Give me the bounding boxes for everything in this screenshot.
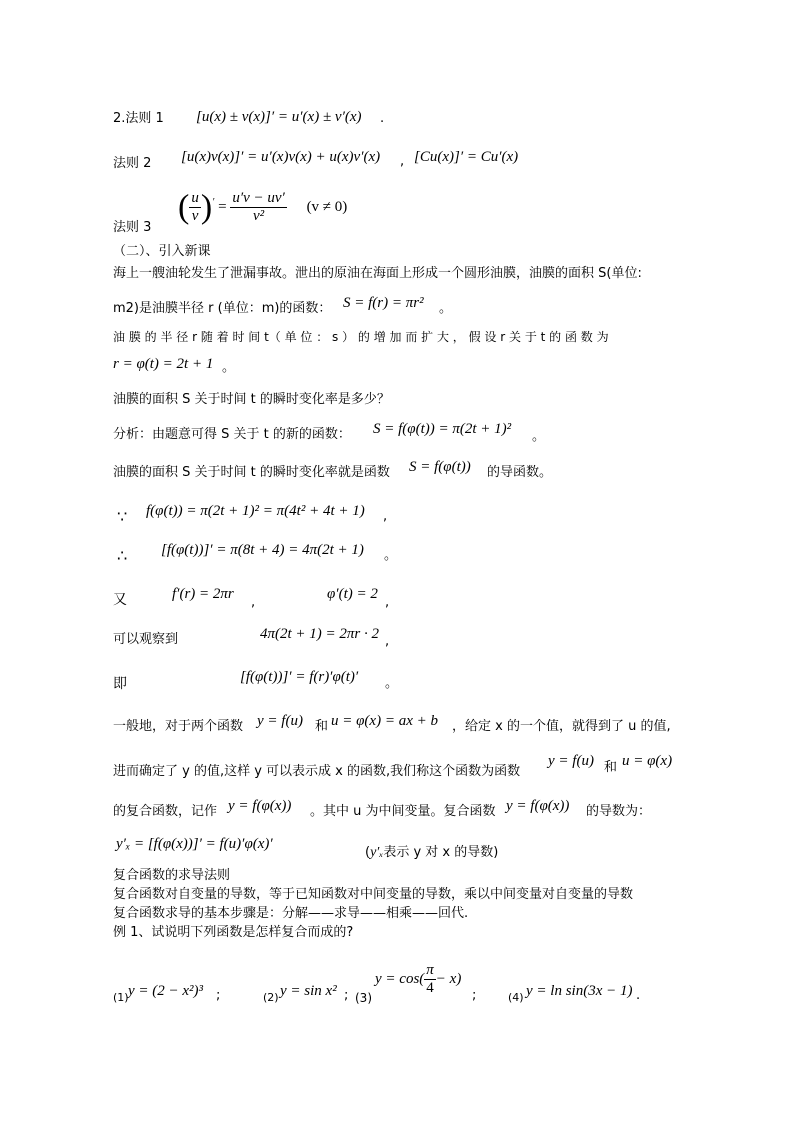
section-heading: （二）、引入新课 — [113, 244, 211, 259]
analysis-end: 。 — [532, 429, 546, 444]
general1-formula-2: u = φ(x) = ax + b — [331, 713, 438, 729]
rule2-formula-a: [u(x)v(x)]′ = u′(x)v(x) + u(x)v′(x) — [181, 149, 381, 165]
rule2-formula-b: [Cu(x)]′ = Cu′(x) — [414, 149, 519, 165]
ex3-formula: y = cos( $\frac{\pi}{4}$ − x) — [375, 962, 462, 996]
general1-text-a: 一般地，对于两个函数 — [113, 719, 244, 734]
composite-derivative-formula: y′ₓ = [f(φ(x))]′ = f(u)′φ(x)′ — [116, 836, 273, 852]
general1-text-b: 和 — [315, 719, 329, 734]
general3-text-b: 。其中 u 为中间变量。复合函数 — [310, 804, 496, 819]
because-formula: f(φ(t)) = π(2t + 1)² = π(4t² + 4t + 1) — [146, 503, 365, 519]
example-1-heading: 例 1、试说明下列函数是怎样复合而成的? — [113, 925, 354, 940]
ie-end: 。 — [385, 676, 399, 691]
general2-formula-2: u = φ(x) — [622, 753, 673, 769]
general3-formula-1: y = f(φ(x)) — [228, 798, 292, 814]
also-formula-a: f′(r) = 2πr — [172, 586, 234, 602]
general2-text-b: 和 — [604, 760, 618, 775]
ex1-end: ; — [216, 988, 221, 1003]
because-symbol: ∵ — [117, 507, 128, 526]
general1-formula-1: y = f(u) — [257, 713, 303, 729]
ex3-end: ; — [472, 988, 477, 1003]
therefore-end: 。 — [384, 548, 398, 563]
ex3-fraction: $\frac{\pi}{4}$ — [426, 962, 434, 996]
question-1: 油膜的面积 S 关于时间 t 的瞬时变化率是多少？ — [113, 392, 390, 407]
also-formula-b: φ′(t) = 2 — [327, 586, 378, 602]
rate-text: 油膜的面积 S 关于时间 t 的瞬时变化率就是函数 — [113, 465, 390, 480]
analysis-formula: S = f(φ(t)) = π(2t + 1)² — [373, 421, 512, 437]
ex3-index: (3) — [355, 991, 372, 1005]
p2-end: 。 — [222, 360, 236, 375]
rule-text: 复合函数对自变量的导数，等于已知函数对中间变量的导数，乘以中间变量对自变量的导数 — [113, 887, 634, 902]
ie-label: 即 — [113, 676, 127, 692]
ie-formula: [f(φ(t))]′ = f(r)′φ(t)′ — [240, 669, 359, 685]
ex4-index: (4) — [508, 991, 524, 1004]
p1-line2: m2)是油膜半径 r (单位：m)的函数： — [113, 301, 332, 316]
rule-title: 复合函数的求导法则 — [113, 868, 231, 883]
general3-text-a: 的复合函数，记作 — [113, 804, 218, 819]
ex2-formula: y = sin x² — [280, 983, 337, 999]
observe-end: , — [385, 634, 390, 649]
ex1-index: (1) — [113, 991, 129, 1004]
general2-text-a: 进而确定了 y 的值,这样 y 可以表示成 x 的函数,我们称这个函数为函数 — [113, 764, 521, 779]
because-end: , — [383, 509, 388, 524]
rule2-sep: , — [400, 154, 405, 169]
rate-end: 的导函数。 — [487, 465, 553, 480]
observe-label: 可以观察到 — [113, 632, 179, 647]
p1-line1: 海上一艘油轮发生了泄漏事故。泄出的原油在海面上形成一个圆形油膜，油膜的面积 S(单位: — [113, 266, 642, 281]
ex1-formula: y = (2 − x²)³ — [128, 983, 204, 999]
ex4-end: . — [636, 988, 641, 1003]
steps-text: 复合函数求导的基本步骤是：分解——求导——相乘——回代. — [113, 906, 469, 921]
general3-text-c: 的导数为： — [586, 804, 652, 819]
ex4-formula: y = ln sin(3x − 1) — [526, 983, 633, 999]
general3-formula-2: y = f(φ(x)) — [506, 798, 570, 814]
observe-formula: 4π(2t + 1) = 2πr · 2 — [260, 626, 380, 642]
rule3-formula: ( $\frac{u}{v}$ )′ = $\frac{u'v - uv'}{\text{v²}}$ (v ≠ 0) — [178, 188, 348, 226]
rule1-end: . — [380, 111, 385, 126]
rule3-label: 法则 3 — [113, 220, 152, 235]
therefore-formula: [f(φ(t))]′ = π(8t + 4) = 4π(2t + 1) — [161, 542, 364, 558]
rule1-formula: [u(x) ± v(x)]′ = u′(x) ± v′(x) — [196, 109, 362, 125]
p1-end: 。 — [439, 301, 453, 316]
rule2-label: 法则 2 — [113, 156, 152, 171]
p1-formula: S = f(r) = πr² — [343, 295, 424, 311]
ex2-index: (2) — [263, 991, 279, 1004]
general2-formula-1: y = f(u) — [548, 753, 594, 769]
analysis-text: 分析：由题意可得 S 关于 t 的新的函数： — [113, 427, 351, 442]
also-end: , — [385, 595, 390, 610]
rule3-rhs-fraction: $\frac{u'v - uv'}{\text{v²}}$ — [232, 190, 285, 224]
therefore-symbol: ∴ — [117, 546, 128, 565]
also-sep: , — [251, 595, 256, 610]
p2-formula: r = φ(t) = 2t + 1 — [113, 356, 214, 372]
ex2-end: ; — [344, 988, 349, 1003]
rate-formula: S = f(φ(t)) — [409, 459, 471, 475]
p2-line1: 油 膜 的 半 径 r 随 着 时 间 t（ 单 位 ： s ） 的 增 加 而 扩 大 ， 假 设 r 关 于 t 的 函 数 为 — [113, 330, 609, 344]
also-label: 又 — [113, 592, 127, 608]
general1-text-c: ，给定 x 的一个值，就得到了 u 的值, — [452, 719, 671, 734]
derivative-note: (y′ₓ表示 y 对 x 的导数) — [365, 845, 499, 860]
rule1-label: 2.法则 1 — [113, 111, 164, 126]
rule3-lhs-fraction: $\frac{u}{v}$ — [191, 190, 199, 224]
